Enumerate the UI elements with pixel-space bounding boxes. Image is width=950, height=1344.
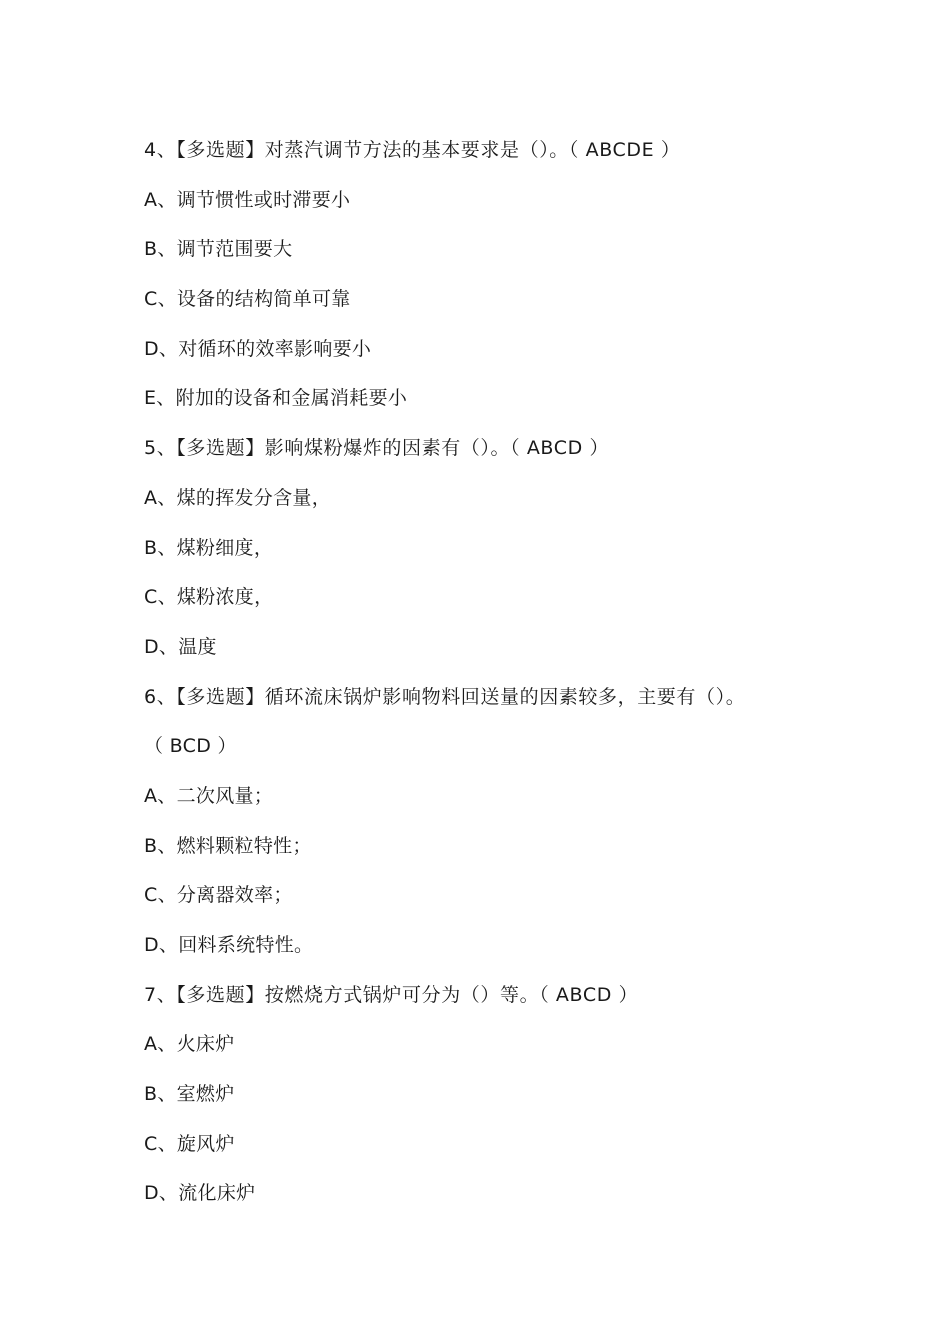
- question-5-stem: 5、【多选题】影响煤粉爆炸的因素有（）。（ ABCD ）: [144, 437, 610, 460]
- question-5-option-a: A、煤的挥发分含量，: [144, 486, 331, 509]
- question-6-option-d: D、回料系统特性。: [144, 934, 314, 956]
- question-5-option-b: B、煤粉细度，: [144, 536, 274, 559]
- question-6-option-c: C、分离器效率；: [144, 884, 293, 907]
- question-list: [144, 130, 844, 1223]
- question-7-option-a: A、火床炉: [144, 1033, 235, 1056]
- question-6-option-a: A、二次风量；: [144, 784, 274, 807]
- question-7-stem: 7、【多选题】按燃烧方式锅炉可分为（）等。（ ABCD ）: [144, 983, 639, 1006]
- question-5-option-d: D、温度: [144, 635, 217, 658]
- question-4-option-c: C、设备的结构简单可靠: [144, 288, 351, 311]
- question-7-option-c: C、旋风炉: [144, 1132, 235, 1155]
- question-7-option-b: B、室燃炉: [144, 1083, 235, 1106]
- question-6-answer: （ BCD ）: [144, 735, 237, 758]
- question-5-option-c: C、煤粉浓度，: [144, 586, 274, 609]
- question-6-option-b: B、燃料颗粒特性；: [144, 834, 312, 857]
- question-4-option-d: D、对循环的效率影响要小: [144, 337, 372, 360]
- question-4-option-b: B、调节范围要大: [144, 238, 293, 261]
- question-4-option-e: E、附加的设备和金属消耗要小: [144, 387, 408, 410]
- question-7-option-d: D、流化床炉: [144, 1182, 256, 1205]
- question-4-stem: 4、【多选题】对蒸汽调节方法的基本要求是（）。（ ABCDE ）: [144, 139, 681, 161]
- question-6-stem: 6、【多选题】循环流床锅炉影响物料回送量的因素较多，主要有（）。: [144, 685, 746, 708]
- question-4-option-a: A、调节惯性或时滞要小: [144, 188, 351, 211]
